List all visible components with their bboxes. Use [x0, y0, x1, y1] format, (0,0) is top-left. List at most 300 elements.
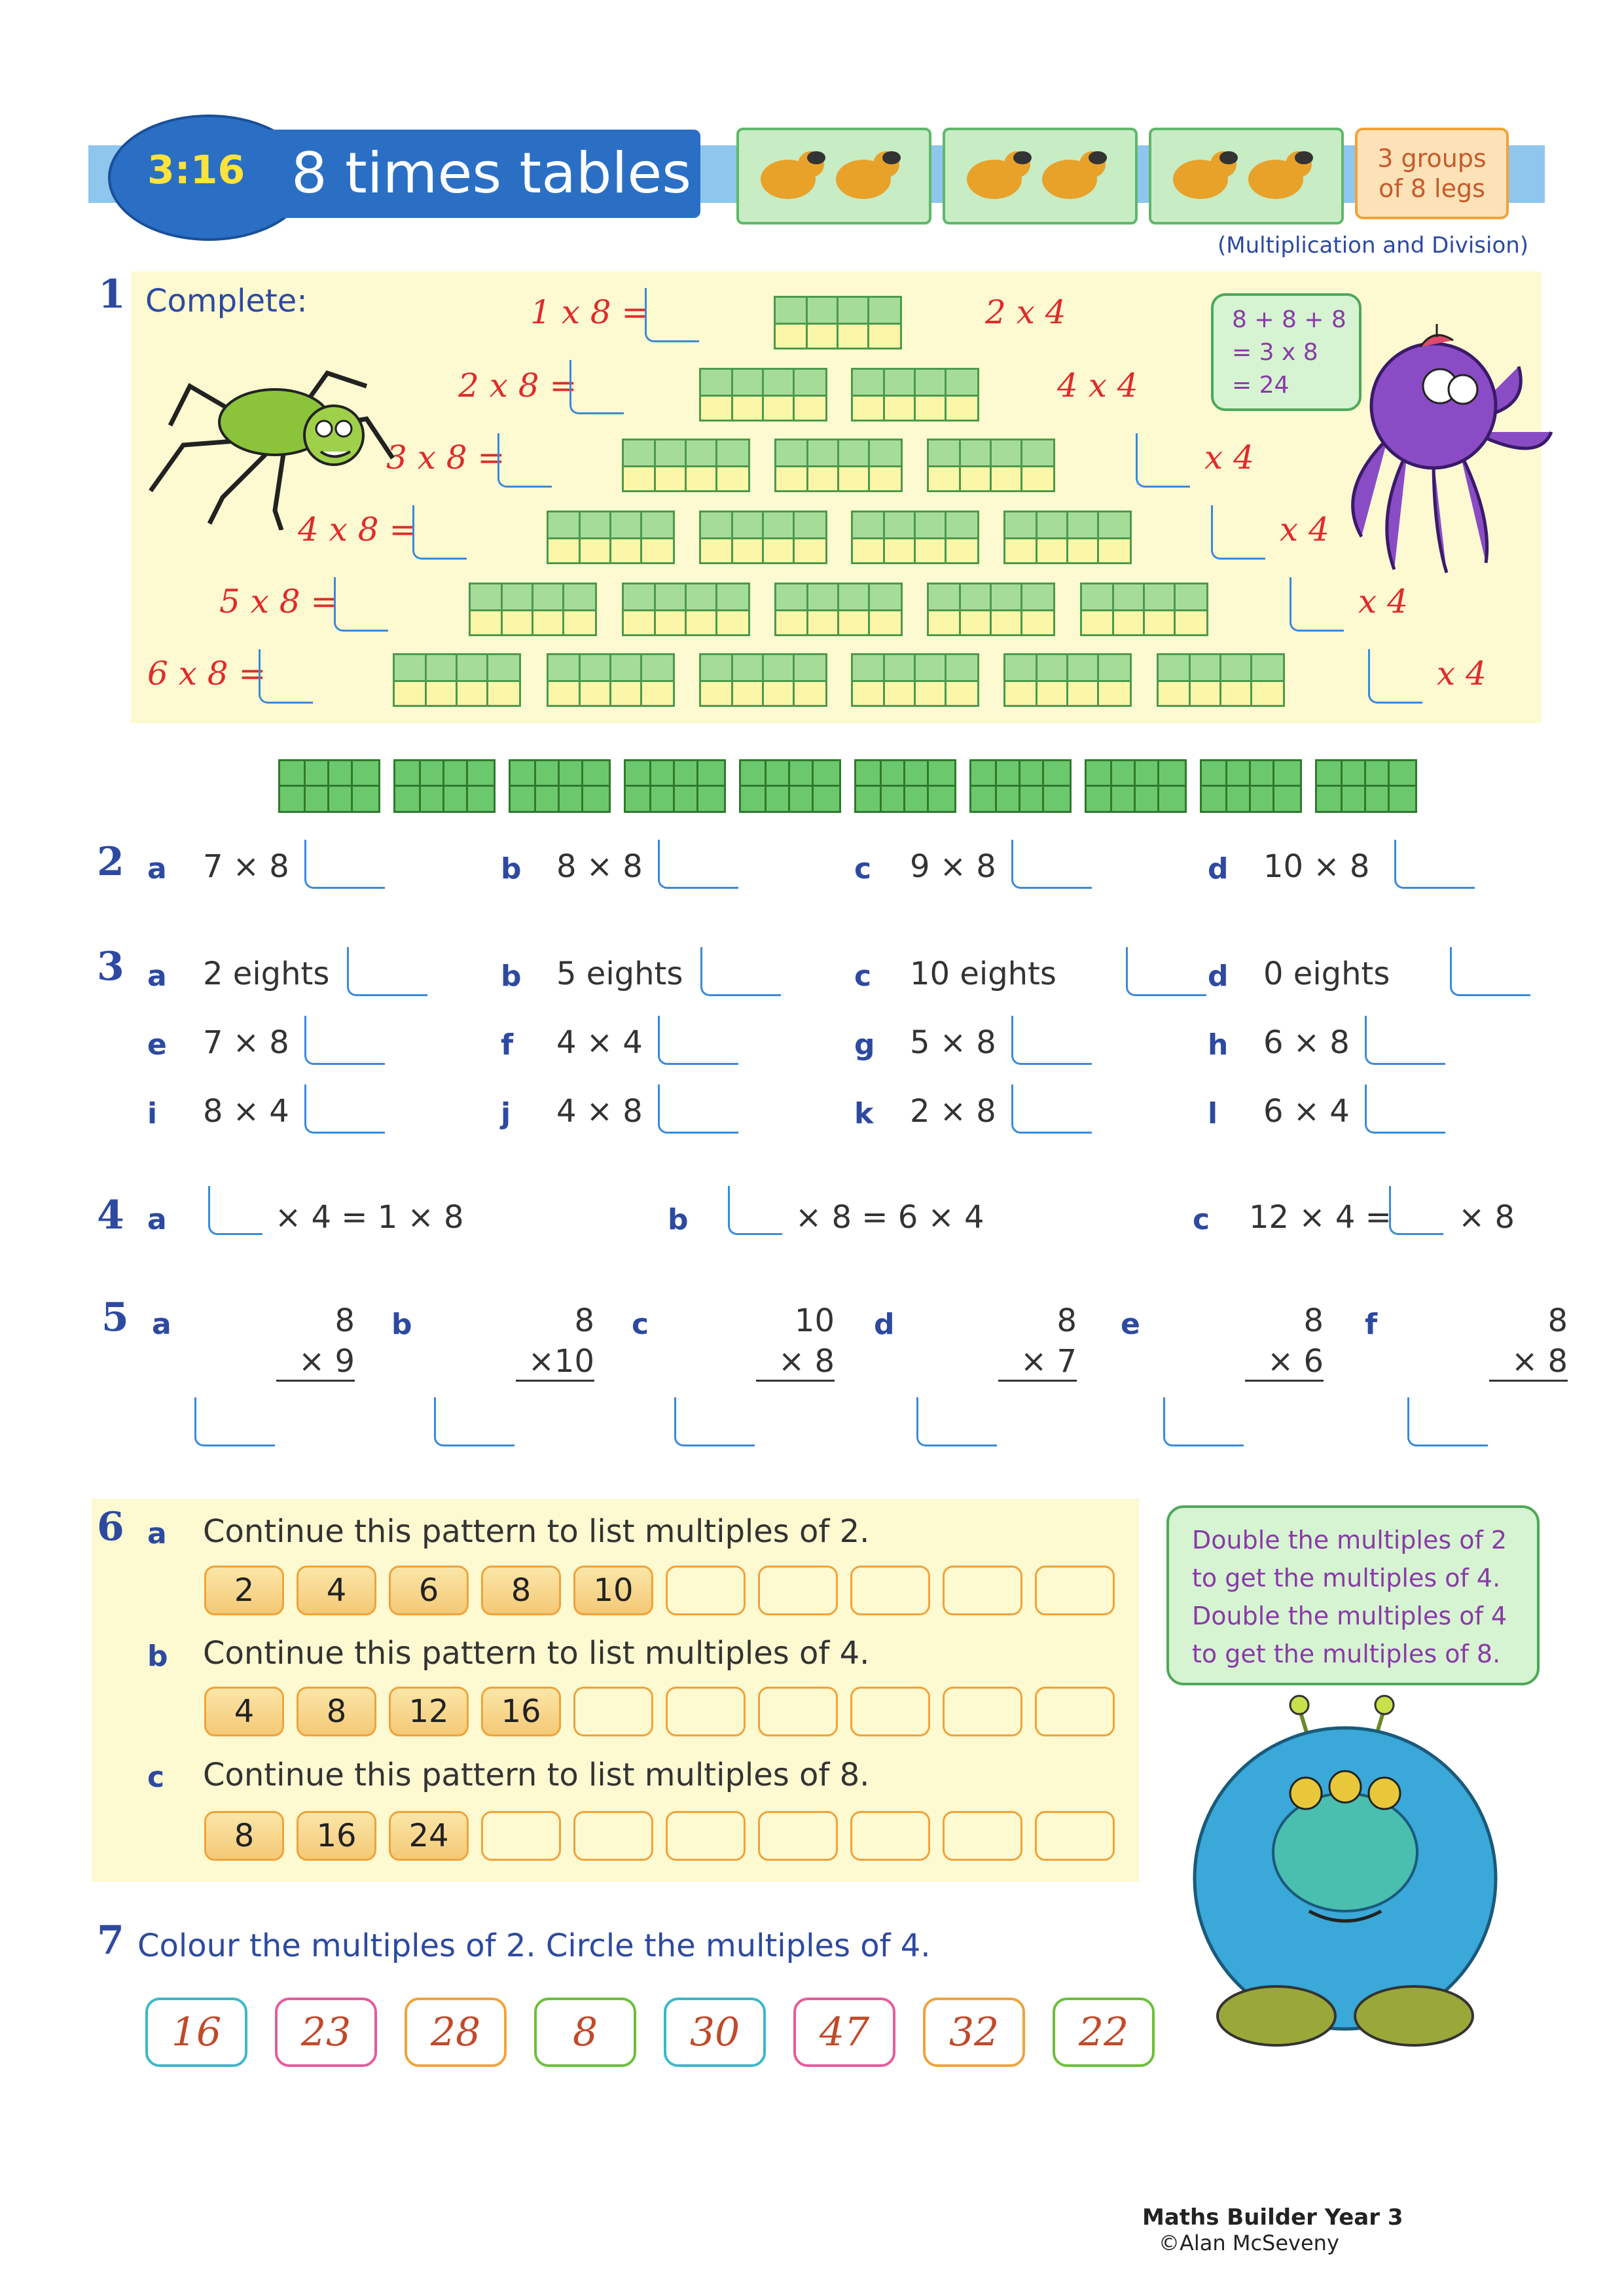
green-block-divider: [511, 785, 609, 787]
block-divider: [837, 298, 839, 348]
pattern-value: 2: [204, 1566, 284, 1615]
block-divider: [762, 370, 764, 420]
q3-letter: f: [501, 1028, 514, 1062]
green-block: [509, 759, 611, 813]
q3-letter: c: [854, 960, 872, 993]
q5-answer-box[interactable]: [674, 1397, 755, 1446]
q3-expression: 4 × 4: [556, 1024, 643, 1061]
pattern-blank[interactable]: [758, 1566, 838, 1615]
pattern-blank[interactable]: [1035, 1811, 1115, 1861]
pattern-value: 24: [389, 1811, 469, 1861]
green-block-divider: [880, 761, 882, 811]
q2-letter: a: [147, 852, 167, 886]
q1-row6-answer[interactable]: [259, 649, 313, 704]
block-8-legs: [851, 368, 979, 422]
green-block: [854, 759, 956, 813]
q3-expression: 2 eights: [203, 956, 330, 992]
pattern-value: 4: [204, 1687, 284, 1736]
pattern-blank[interactable]: [943, 1566, 1022, 1615]
block-divider: [654, 584, 656, 634]
pattern-blank[interactable]: [573, 1811, 653, 1861]
pattern-blank[interactable]: [666, 1566, 746, 1615]
green-block-divider: [1110, 761, 1112, 811]
block-divider: [685, 440, 687, 490]
green-block-divider: [626, 785, 724, 787]
q6c-letter: c: [147, 1761, 165, 1794]
green-block-divider: [1388, 761, 1390, 811]
lesson-code: 3:16: [147, 147, 245, 193]
legs-note: [1355, 128, 1509, 219]
q5-letter: e: [1121, 1308, 1140, 1341]
block-divider: [883, 655, 885, 705]
q5-top-number: 8: [574, 1302, 594, 1339]
q3-answer-box[interactable]: [347, 947, 427, 996]
q3-answer-box[interactable]: [304, 1085, 385, 1134]
block-8-legs: [469, 583, 597, 636]
q5-answer-box[interactable]: [434, 1397, 514, 1446]
block-divider: [762, 512, 764, 562]
block-divider: [562, 584, 564, 634]
topic-subtitle: (Multiplication and Division): [1218, 232, 1529, 259]
q5-letter: d: [874, 1308, 895, 1341]
pattern-blank[interactable]: [943, 1811, 1022, 1861]
q1-row4-groups-answer[interactable]: [1211, 505, 1265, 560]
block-divider: [793, 655, 795, 705]
block-divider: [945, 512, 947, 562]
q2-letter: d: [1208, 852, 1229, 886]
monster-speech-bubble: [1166, 1505, 1540, 1685]
green-block: [739, 759, 841, 813]
q3-answer-box[interactable]: [1365, 1085, 1445, 1134]
q3-letter: k: [854, 1097, 874, 1130]
q2-expression: 7 × 8: [203, 848, 289, 885]
block-divider: [945, 655, 947, 705]
q1-row4-equation: 4 x 8 =: [298, 511, 417, 548]
q6-number: 6: [97, 1504, 124, 1550]
q5-multiplier: × 8: [756, 1343, 835, 1382]
q1-row4-answer[interactable]: [412, 505, 467, 560]
q2-letter: b: [501, 852, 522, 886]
spider-illustration: [144, 347, 419, 530]
pattern-value: 4: [297, 1566, 376, 1615]
block-divider: [532, 584, 533, 634]
q1-row6-groups-answer[interactable]: [1368, 649, 1422, 704]
number-tile[interactable]: 22: [1053, 1998, 1155, 2067]
pattern-value: 8: [481, 1566, 561, 1615]
q3-letter: d: [1208, 960, 1229, 993]
q2-answer-box[interactable]: [658, 840, 738, 889]
block-divider: [1112, 584, 1114, 634]
block-divider: [579, 512, 581, 562]
q3-answer-box[interactable]: [1011, 1085, 1092, 1134]
block-divider: [762, 655, 764, 705]
block-8-legs: [927, 583, 1055, 636]
green-block: [1315, 759, 1417, 813]
q5-letter: a: [152, 1308, 171, 1341]
block-divider: [640, 512, 642, 562]
block-divider: [1020, 440, 1022, 490]
monster-illustration: [1178, 1689, 1519, 2055]
q4b-letter: b: [668, 1203, 689, 1236]
green-block: [969, 759, 1072, 813]
block-divider: [1189, 655, 1191, 705]
q1-row4-groups: x 4: [1280, 511, 1329, 548]
pattern-blank[interactable]: [1035, 1687, 1115, 1736]
q3-letter: i: [147, 1097, 158, 1130]
q5-multiplier: × 7: [998, 1343, 1077, 1382]
q1-row3-answer[interactable]: [497, 433, 552, 488]
q1-row2-groups: 4 x 4: [1057, 367, 1138, 404]
green-block-divider: [558, 761, 560, 811]
block-8-legs: [1080, 583, 1208, 636]
block-divider: [837, 584, 839, 634]
green-block-divider: [995, 761, 997, 811]
q2-expression: 8 × 8: [556, 848, 643, 885]
green-block-divider: [741, 785, 839, 787]
dog-icon: [739, 130, 929, 222]
q2-letter: c: [854, 852, 872, 886]
block-divider: [579, 655, 581, 705]
green-block-divider: [788, 761, 790, 811]
block-divider: [868, 440, 870, 490]
block-divider: [990, 440, 992, 490]
q1-row3-groups-answer[interactable]: [1136, 433, 1190, 488]
q1-row1-equation: 1 x 8 =: [530, 293, 649, 331]
dogs-picture-2: [943, 128, 1138, 224]
q3-letter: a: [147, 960, 167, 993]
block-divider: [990, 584, 992, 634]
block-divider: [731, 655, 733, 705]
green-block-divider: [1364, 761, 1366, 811]
pattern-blank[interactable]: [573, 1687, 653, 1736]
pattern-value: 6: [389, 1566, 469, 1615]
block-8-legs: [393, 653, 521, 707]
pattern-value: 16: [297, 1811, 376, 1861]
q1-row1-answer[interactable]: [645, 288, 699, 342]
q4c-answer[interactable]: [1389, 1186, 1443, 1235]
q5-answer-box[interactable]: [194, 1397, 275, 1446]
q4a-letter: a: [147, 1203, 167, 1236]
q4a-text: × 4 = 1 × 8: [275, 1199, 464, 1236]
q3-answer-box[interactable]: [1365, 1016, 1445, 1065]
q3-expression: 2 × 8: [910, 1093, 996, 1130]
q6a-letter: a: [147, 1517, 167, 1551]
speech-line-1: 8 + 8 + 8: [1232, 306, 1346, 333]
block-divider: [609, 512, 611, 562]
block-divider: [868, 584, 870, 634]
block-divider: [914, 655, 916, 705]
block-divider: [914, 512, 916, 562]
block-divider: [793, 512, 795, 562]
green-block-divider: [1134, 761, 1136, 811]
block-divider: [1097, 512, 1099, 562]
green-block: [1085, 759, 1187, 813]
footer-author: ©Alan McSeveny: [1159, 2231, 1339, 2255]
green-block: [393, 759, 496, 813]
block-divider: [1250, 655, 1252, 705]
q5-multiplier: × 8: [1489, 1343, 1568, 1382]
green-block: [624, 759, 726, 813]
q4-number: 4: [97, 1193, 124, 1238]
block-divider: [959, 584, 961, 634]
block-divider: [654, 440, 656, 490]
block-8-legs: [622, 583, 750, 636]
block-divider: [425, 655, 427, 705]
q5-top-number: 8: [1056, 1302, 1077, 1339]
q5-top-number: 8: [334, 1302, 355, 1339]
block-divider: [793, 370, 795, 420]
green-block-divider: [903, 761, 905, 811]
block-divider: [1066, 512, 1068, 562]
dog-icon: [1151, 130, 1341, 222]
block-8-legs: [547, 511, 675, 564]
green-block-divider: [1341, 761, 1343, 811]
pattern-blank[interactable]: [850, 1566, 930, 1615]
block-divider: [685, 584, 687, 634]
q1-row2-answer[interactable]: [569, 360, 624, 414]
dogs-picture-3: [1149, 128, 1344, 224]
green-block-divider: [395, 785, 494, 787]
q3-letter: j: [501, 1097, 511, 1130]
q5-number: 5: [101, 1295, 129, 1340]
block-divider: [883, 512, 885, 562]
block-8-legs: [622, 439, 750, 492]
block-8-legs: [699, 653, 827, 707]
number-tile[interactable]: 30: [664, 1998, 766, 2067]
q3-answer-box[interactable]: [1011, 1016, 1092, 1065]
block-divider: [640, 655, 642, 705]
page-title: 8 times tables: [291, 141, 692, 206]
q5-multiplier: ×10: [516, 1343, 594, 1382]
block-divider: [715, 584, 717, 634]
q4a-answer[interactable]: [208, 1186, 262, 1235]
block-divider: [806, 584, 808, 634]
speech-line-2: = 3 x 8: [1232, 339, 1318, 366]
green-block-divider: [304, 761, 306, 811]
green-block-divider: [1087, 785, 1185, 787]
q2-expression: 10 × 8: [1263, 848, 1370, 885]
q3-answer-box[interactable]: [658, 1085, 738, 1134]
q1-prompt: Complete:: [145, 283, 308, 319]
green-block-divider: [534, 761, 536, 811]
block-divider: [945, 370, 947, 420]
pattern-blank[interactable]: [1035, 1566, 1115, 1615]
block-8-legs: [1003, 653, 1132, 707]
q4b-text: × 8 = 6 × 4: [795, 1199, 984, 1236]
block-divider: [867, 298, 869, 348]
green-block-divider: [649, 761, 651, 811]
number-tile[interactable]: 16: [145, 1998, 247, 2067]
tip-line-3: Double the multiples of 4: [1192, 1602, 1507, 1630]
block-divider: [1174, 584, 1176, 634]
block-divider: [456, 655, 458, 705]
block-8-legs: [851, 653, 979, 707]
block-divider: [1036, 655, 1038, 705]
block-divider: [731, 370, 733, 420]
q5-multiplier: × 6: [1245, 1343, 1324, 1382]
green-block-divider: [280, 785, 378, 787]
q3-expression: 4 × 8: [556, 1093, 643, 1130]
legs-note-line-2: of 8 legs: [1379, 174, 1485, 203]
speech-line-3: = 24: [1232, 372, 1290, 399]
number-tile[interactable]: 28: [405, 1998, 507, 2067]
green-block: [278, 759, 380, 813]
q3-expression: 6 × 8: [1263, 1024, 1350, 1061]
block-divider: [1097, 655, 1099, 705]
block-divider: [486, 655, 488, 705]
q3-answer-box[interactable]: [658, 1016, 738, 1065]
pattern-blank[interactable]: [481, 1811, 561, 1861]
q6b-letter: b: [147, 1640, 168, 1673]
q3-expression: 5 eights: [556, 956, 683, 992]
q1-row3-groups: x 4: [1204, 439, 1254, 476]
octopus-speech-bubble: [1211, 293, 1362, 411]
block-divider: [609, 655, 611, 705]
pattern-blank[interactable]: [850, 1811, 930, 1861]
q2-expression: 9 × 8: [910, 848, 996, 885]
block-divider: [806, 440, 808, 490]
q7-text: Colour the multiples of 2. Circle the multiples of 4.: [137, 1928, 931, 1964]
green-block-divider: [812, 761, 814, 811]
green-block-divider: [327, 761, 329, 811]
q3-expression: 7 × 8: [203, 1024, 289, 1061]
q3-expression: 5 × 8: [910, 1024, 996, 1061]
q5-top-number: 8: [1547, 1302, 1568, 1339]
block-divider: [806, 298, 808, 348]
block-8-legs: [1157, 653, 1285, 707]
block-8-legs: [927, 439, 1055, 492]
green-block-divider: [927, 761, 929, 811]
q3-expression: 10 eights: [910, 956, 1056, 992]
q5-letter: c: [632, 1308, 649, 1341]
block-8-legs: [774, 583, 903, 636]
q1-row5-equation: 5 x 8 =: [219, 583, 338, 620]
number-tile[interactable]: 32: [923, 1998, 1025, 2067]
green-block-divider: [1019, 761, 1020, 811]
pattern-value: 12: [389, 1687, 469, 1736]
tip-line-2: to get the multiples of 4.: [1192, 1564, 1501, 1592]
pattern-value: 16: [481, 1687, 561, 1736]
q1-number: 1: [98, 272, 126, 317]
legs-note-line-1: 3 groups: [1377, 144, 1487, 173]
green-block-divider: [1225, 761, 1227, 811]
block-8-legs: [699, 368, 827, 422]
number-tile[interactable]: 8: [534, 1998, 636, 2067]
green-block-divider: [581, 761, 583, 811]
q6c-text: Continue this pattern to list multiples of 8.: [203, 1757, 870, 1793]
q2-number: 2: [97, 839, 124, 885]
green-block-divider: [466, 761, 468, 811]
q5-multiplier: × 9: [276, 1343, 355, 1382]
q2-answer-box[interactable]: [1394, 840, 1475, 889]
q3-answer-box[interactable]: [304, 1016, 385, 1065]
pattern-blank[interactable]: [666, 1687, 746, 1736]
q3-letter: g: [854, 1028, 875, 1062]
q1-row5-answer[interactable]: [334, 577, 388, 632]
q7-number: 7: [97, 1918, 124, 1964]
q3-number: 3: [97, 944, 124, 990]
green-block-divider: [696, 761, 698, 811]
q3-expression: 8 × 4: [203, 1093, 289, 1130]
q4c-post-text: × 8: [1458, 1199, 1515, 1236]
block-8-legs: [1003, 511, 1132, 564]
q4b-answer[interactable]: [728, 1186, 782, 1235]
q5-top-number: 8: [1303, 1302, 1324, 1339]
green-block-divider: [1272, 761, 1274, 811]
block-divider: [1036, 512, 1038, 562]
q1-row5-groups-answer[interactable]: [1290, 577, 1344, 632]
block-divider: [731, 512, 733, 562]
q5-answer-box[interactable]: [1407, 1397, 1488, 1446]
block-8-legs: [851, 511, 979, 564]
pattern-blank[interactable]: [758, 1687, 838, 1736]
q2-answer-box[interactable]: [304, 840, 385, 889]
q5-answer-box[interactable]: [1163, 1397, 1244, 1446]
green-block-divider: [673, 761, 675, 811]
green-block-divider: [442, 761, 444, 811]
block-divider: [837, 440, 839, 490]
block-divider: [715, 440, 717, 490]
q1-row2-equation: 2 x 8 =: [458, 367, 577, 404]
green-block-divider: [1042, 761, 1044, 811]
pattern-blank[interactable]: [850, 1687, 930, 1736]
green-block-divider: [419, 761, 421, 811]
pattern-blank[interactable]: [758, 1811, 838, 1861]
q1-row6-groups: x 4: [1437, 655, 1487, 692]
number-tile[interactable]: 47: [793, 1998, 895, 2067]
q3-answer-box[interactable]: [700, 947, 781, 996]
q3-letter: l: [1208, 1097, 1218, 1130]
green-block-divider: [1202, 785, 1300, 787]
block-8-legs: [774, 439, 903, 492]
q6a-text: Continue this pattern to list multiples of 2.: [203, 1513, 870, 1550]
green-block-divider: [1249, 761, 1251, 811]
q5-answer-box[interactable]: [916, 1397, 997, 1446]
block-divider: [883, 370, 885, 420]
pattern-value: 8: [204, 1811, 284, 1861]
q3-letter: h: [1208, 1028, 1229, 1062]
green-block-divider: [351, 761, 353, 811]
block-divider: [1143, 584, 1145, 634]
block-8-legs: [699, 511, 827, 564]
green-block-divider: [971, 785, 1070, 787]
block-divider: [1219, 655, 1221, 705]
q5-letter: b: [391, 1308, 412, 1341]
q3-answer-box[interactable]: [1450, 947, 1530, 996]
q1-row3-equation: 3 x 8 =: [386, 439, 505, 476]
green-block-divider: [1317, 785, 1415, 787]
q1-row5-groups: x 4: [1358, 583, 1408, 620]
q1-row1-groups: 2 x 4: [985, 293, 1066, 331]
green-block-divider: [765, 761, 767, 811]
block-divider: [1020, 584, 1022, 634]
pattern-blank[interactable]: [666, 1811, 746, 1861]
q5-letter: f: [1365, 1308, 1378, 1341]
block-divider: [501, 584, 503, 634]
tip-line-4: to get the multiples of 8.: [1192, 1640, 1501, 1668]
q6b-text: Continue this pattern to list multiples of 4.: [203, 1635, 870, 1672]
dogs-picture-1: [736, 128, 931, 224]
pattern-blank[interactable]: [943, 1687, 1022, 1736]
block-8-legs: [547, 653, 675, 707]
green-block-divider: [856, 785, 954, 787]
tip-line-1: Double the multiples of 2: [1192, 1526, 1507, 1554]
q3-answer-box[interactable]: [1126, 947, 1206, 996]
number-tile[interactable]: 23: [275, 1998, 377, 2067]
pattern-value: 8: [297, 1687, 376, 1736]
q2-answer-box[interactable]: [1011, 840, 1092, 889]
green-block-divider: [1157, 761, 1159, 811]
